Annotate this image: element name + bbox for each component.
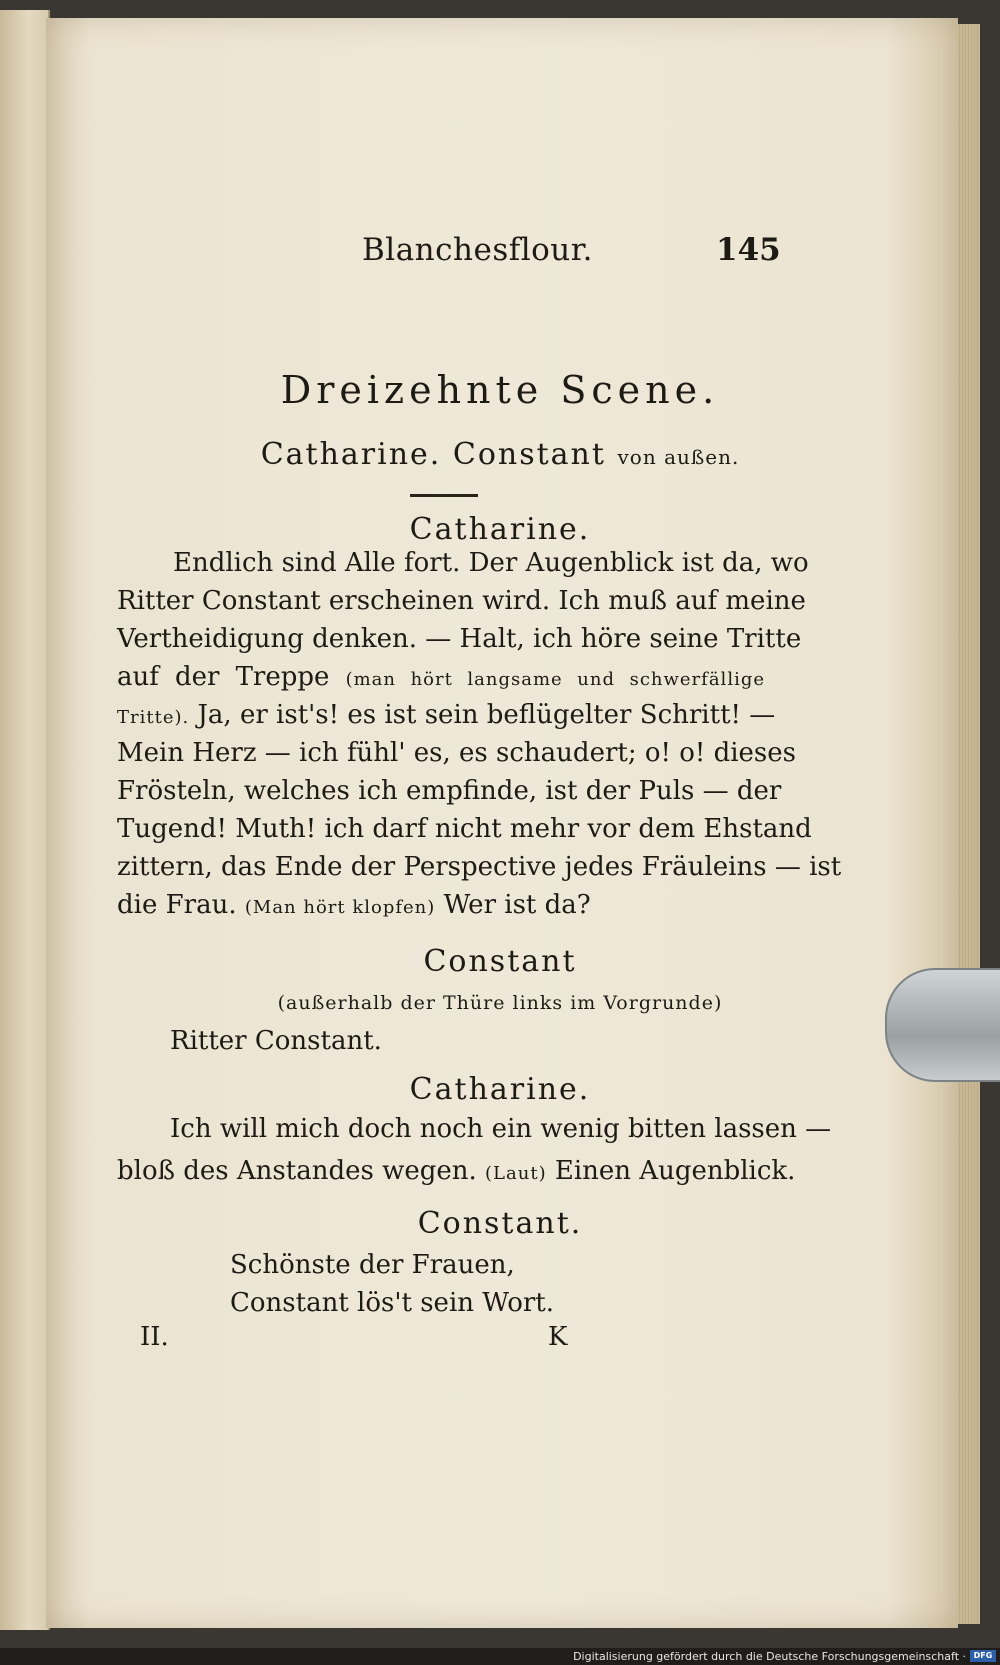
text-line-2-content: Ritter Constant erscheinen wird. Ich muß auf meine [117,586,806,616]
line4-text: auf der Treppe [117,662,330,692]
text-line-1-content: Endlich sind Alle fort. Der Augenblick ist da, wo [173,548,809,578]
line13-stage-direction: (Laut) [485,1163,547,1184]
catchword: K [548,1322,568,1352]
speaker-catharine-2: Catharine. [409,1072,591,1107]
text-line-6 [117,738,797,768]
line13-text: bloß des Anstandes wegen. [117,1156,477,1186]
text-line-4 [117,662,765,692]
text-line-5 [117,700,776,730]
text-line-10 [117,890,765,920]
line10-text: die Frau. [117,890,237,920]
text-line-2 [117,586,806,616]
dfg-logo: DFG [970,1650,996,1662]
credit-bar [0,1648,1000,1665]
line10-stage-direction: (Man hört klopfen) [244,897,436,918]
text-line-7-content: Frösteln, welches ich empfinde, ist der Puls — der [117,776,782,806]
line4-stage-direction: (man hört langsame und schwerfällige [345,669,766,690]
facing-page-edge [0,10,50,1630]
constant-stage-direction: (außerhalb der Thüre links im Vorgrunde) [277,992,723,1014]
page-clip [885,968,1000,1082]
text-line-13 [117,1156,796,1186]
verse-line-2: Constant lös't sein Wort. [230,1288,555,1318]
text-line-9-content: zittern, das Ende der Perspective jedes Fräuleins — ist [117,852,842,882]
text-line-12-content: Ich will mich doch noch ein wenig bitten lassen — [170,1114,832,1144]
text-line-6-content: Mein Herz — ich fühl' es, es schaudert; o! o! dieses [117,738,797,768]
verse-line-1: Schönste der Frauen, [230,1250,515,1280]
divider-rule [410,494,478,497]
text-line-9 [117,852,842,882]
text-line-5-content [117,700,776,730]
credit-text: Digitalisierung gefördert durch die Deutsche Forschungsgemeinschaft · [573,1650,966,1663]
page-stack-edge [958,24,980,1624]
line5-text: Ja, er ist's! es ist sein beflügelter Schritt! — [197,700,776,730]
text-line-8 [117,814,812,844]
text-line-7 [117,776,782,806]
running-title: Blanchesflour. [362,232,594,268]
line13-end: Einen Augenblick. [554,1156,796,1186]
text-line-3-content: Vertheidigung denken. — Halt, ich höre seine Tritte [117,624,802,654]
cast-note: von außen. [617,445,740,469]
speaker-constant-2: Constant. [417,1206,583,1241]
signature-mark: II. [140,1322,169,1352]
speaker-constant: Constant [423,944,577,979]
text-line-11: Ritter Constant. [170,1026,382,1056]
cast-list [0,437,1000,472]
text-line-1 [173,548,809,578]
cast-names: Catharine. Constant [260,437,606,472]
text-line-12 [170,1114,832,1144]
text-line-3 [117,624,802,654]
speaker-catharine: Catharine. [409,512,591,547]
page-number: 145 [716,232,781,268]
text-line-8-content: Tugend! Muth! ich darf nicht mehr vor dem Ehstand [117,814,812,844]
line5-stage-direction: Tritte). [117,707,190,728]
scene-title: Dreizehnte Scene. [280,368,720,412]
line10-end: Wer ist da? [443,890,591,920]
text-line-4-content [117,662,765,692]
